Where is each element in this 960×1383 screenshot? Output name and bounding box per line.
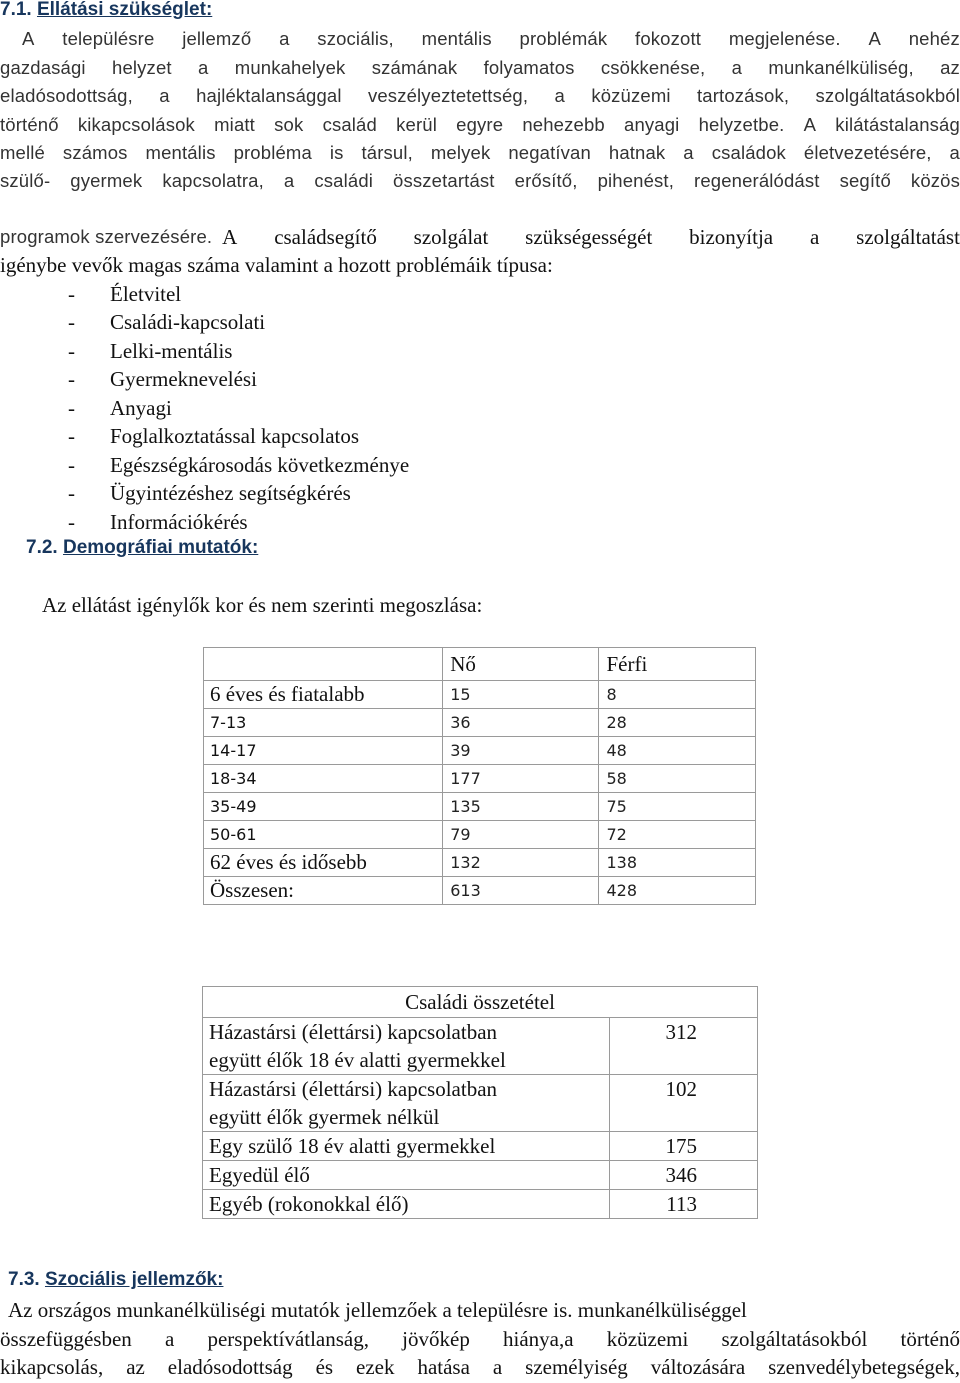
paragraph-line [0, 111, 960, 139]
cell-ferfi: 72 [599, 821, 756, 849]
row-label [203, 1161, 610, 1190]
cell-no: 79 [443, 821, 599, 849]
cell-no: 15 [443, 681, 599, 709]
paragraph-line [22, 25, 960, 53]
word: jövőkép [402, 1327, 470, 1351]
row-label: 62 éves és idősebb [204, 849, 443, 877]
row-label: Összesen: [204, 877, 443, 905]
word: hajléktalansággal [196, 85, 342, 106]
list-item-label: Egészségkárosodás következménye [110, 452, 410, 477]
list-item [68, 337, 232, 365]
word: mellé [0, 142, 45, 163]
word: folyamatos [483, 57, 575, 78]
word: is [329, 142, 344, 163]
word: eladósodottság [167, 1355, 293, 1379]
word: számos [62, 142, 128, 163]
word: ezek [356, 1355, 395, 1379]
column-header [204, 648, 443, 681]
paragraph-line [0, 1353, 960, 1381]
row-value: 113 [610, 1190, 758, 1219]
column-header: Nő [443, 648, 599, 681]
row-value: 312 [610, 1018, 758, 1075]
section-title: Szociális jellemzők: [44, 1269, 224, 1290]
word: eladósodottság, [0, 85, 133, 106]
cell-no: 36 [443, 709, 599, 737]
row-label: 18-34 [204, 765, 443, 793]
word: szenvedélybetegségek, [768, 1355, 960, 1379]
cell-ferfi: 8 [599, 681, 756, 709]
word: problémák [519, 28, 608, 49]
row-label: 14-17 [204, 737, 443, 765]
word: segítő [839, 170, 891, 191]
word: bizonyítja [689, 225, 774, 249]
paragraph-text-sans: programok szervezésére. [0, 226, 213, 247]
word: A [803, 114, 817, 135]
word: az [940, 57, 960, 78]
word: a [164, 1327, 175, 1351]
word: A [868, 28, 881, 49]
cell-no: 39 [443, 737, 599, 765]
row-label: 35-49 [204, 793, 443, 821]
word: személyiség [525, 1355, 628, 1379]
paragraph-line-mixed [0, 223, 960, 251]
paragraph-text-serif [222, 223, 960, 251]
table-row [204, 793, 756, 821]
row-label [203, 1132, 610, 1161]
word: melyek [430, 142, 491, 163]
table-row [203, 1132, 758, 1161]
word: egyre [456, 114, 504, 135]
section-title: Demográfiai mutatók: [62, 537, 259, 558]
word: szociális, [317, 28, 394, 49]
cell-ferfi: 28 [599, 709, 756, 737]
age-gender-table [203, 647, 756, 905]
word: az [126, 1355, 145, 1379]
word: gyermek [70, 170, 143, 191]
word: a [198, 57, 209, 78]
paragraph-line [0, 167, 960, 195]
paragraph-line [0, 1325, 960, 1353]
row-label-line: Egyedül élő [209, 1163, 310, 1187]
word: tartozások, [697, 85, 790, 106]
list-marker: - [68, 424, 75, 448]
section-heading-7-1 [0, 0, 212, 21]
word: probléma [233, 142, 312, 163]
word: történő [0, 114, 59, 135]
list-item-label: Családi-kapcsolati [110, 310, 266, 334]
word: jellemző [182, 28, 252, 49]
list-item [68, 308, 265, 336]
word: mentális [145, 142, 216, 163]
cell-no: 177 [443, 765, 599, 793]
table-caption: Az ellátást igénylők kor és nem szerinti megoszlása: [42, 593, 483, 617]
column-header: Férfi [599, 648, 756, 681]
list-marker: - [68, 452, 75, 477]
table-row [204, 765, 756, 793]
row-value: 102 [610, 1075, 758, 1132]
word: veszélyeztetettség, [367, 85, 529, 106]
word: nehezebb [522, 114, 605, 135]
word: anyagi [624, 114, 680, 135]
word: családi [314, 170, 374, 191]
row-label: 50-61 [204, 821, 443, 849]
section-title: Ellátási szükséglet: [36, 0, 213, 20]
word: kerül [396, 114, 437, 135]
word: pihenést, [597, 170, 674, 191]
row-label-line: együtt élők gyermek nélkül [209, 1105, 440, 1129]
word: összetartást [393, 170, 495, 191]
word: munkanélküliség, [768, 57, 914, 78]
paragraph-line-last: igénybe vevők magas száma valamint a hozott problémáik típusa: [0, 253, 553, 277]
word: A [222, 225, 238, 249]
table-header-row [203, 987, 758, 1018]
word: közüzemi [606, 1327, 689, 1351]
list-item [68, 508, 248, 536]
word: életvezetésére, [803, 142, 932, 163]
list-item [68, 479, 351, 507]
family-composition-table [202, 986, 758, 1219]
word: szolgáltatást [856, 225, 960, 249]
word: településre [62, 28, 155, 49]
list-marker: - [68, 367, 75, 391]
word: miatt [214, 114, 255, 135]
row-label-line: Egy szülő 18 év alatti gyermekkel [209, 1134, 496, 1158]
word: nehéz [908, 28, 960, 49]
section-number: 7.1. [0, 0, 32, 20]
word: fokozott [635, 28, 702, 49]
word: a [683, 142, 694, 163]
word: szükségességét [525, 225, 653, 249]
word: és [315, 1355, 334, 1379]
row-label [203, 1018, 610, 1075]
cell-ferfi: 428 [599, 877, 756, 905]
word: sok [274, 114, 304, 135]
word: helyzetbe. [698, 114, 785, 135]
row-label-line: együtt élők 18 év alatti gyermekkel [209, 1048, 506, 1072]
word: erősítő, [514, 170, 578, 191]
list-item [68, 280, 181, 308]
list-marker: - [68, 395, 75, 420]
row-value: 175 [610, 1132, 758, 1161]
section-heading-7-3 [8, 1269, 223, 1291]
word: a [279, 28, 290, 49]
word: a [554, 85, 565, 106]
word: közös [910, 170, 960, 191]
word: regenerálódást [694, 170, 820, 191]
word: társul, [361, 142, 413, 163]
row-label-line: Egyéb (rokonokkal élő) [209, 1192, 409, 1216]
table-row [204, 877, 756, 905]
list-marker: - [68, 481, 75, 505]
list-item-label: Foglalkoztatással kapcsolatos [110, 424, 360, 448]
list-item-label: Információkérés [110, 509, 248, 534]
row-label [203, 1190, 610, 1219]
word: számának [371, 57, 458, 78]
word: negatívan [508, 142, 591, 163]
paragraph-line [0, 139, 960, 167]
section-number: 7.3. [8, 1269, 40, 1290]
cell-no: 135 [443, 793, 599, 821]
table-row [204, 737, 756, 765]
list-item [68, 422, 359, 450]
list-item-label: Ügyintézéshez segítségkérés [110, 481, 351, 505]
word: hatása [417, 1355, 470, 1379]
word: családok [711, 142, 786, 163]
row-label [203, 1075, 610, 1132]
list-item [68, 394, 172, 422]
table-row [204, 681, 756, 709]
section-number: 7.2. [26, 537, 58, 558]
word: A [22, 28, 35, 49]
cell-ferfi: 58 [599, 765, 756, 793]
list-marker: - [68, 281, 75, 306]
paragraph-line [0, 82, 960, 110]
word: szolgáltatásokból [721, 1327, 868, 1351]
word: szolgálat [413, 225, 489, 249]
list-item-label: Gyermeknevelési [110, 367, 257, 391]
cell-ferfi: 138 [599, 849, 756, 877]
word: családsegítő [274, 225, 377, 249]
table-row [204, 821, 756, 849]
word: változására [650, 1355, 746, 1379]
word: család [322, 114, 377, 135]
word: gazdasági [0, 57, 86, 78]
word: a [731, 57, 743, 78]
list-item [68, 451, 409, 479]
word: munkahelyek [234, 57, 346, 78]
table-row [203, 1075, 758, 1132]
list-item-label: Életvitel [110, 281, 182, 306]
word: a [159, 85, 170, 106]
row-value: 346 [610, 1161, 758, 1190]
list-marker: - [68, 509, 75, 534]
cell-no: 613 [443, 877, 599, 905]
cell-ferfi: 48 [599, 737, 756, 765]
table-row [204, 709, 756, 737]
cell-no: 132 [443, 849, 599, 877]
table-title: Családi összetétel [203, 987, 758, 1018]
word: helyzet [112, 57, 172, 78]
word: szülő- [0, 170, 51, 191]
row-label: 7-13 [204, 709, 443, 737]
table-row [203, 1018, 758, 1075]
word: közüzemi [591, 85, 671, 106]
row-label: 6 éves és fiatalabb [204, 681, 443, 709]
word: perspektívátlanság, [207, 1327, 369, 1351]
list-item-label: Lelki-mentális [110, 338, 233, 363]
paragraph-line: Az országos munkanélküliségi mutatók jellemzőek a településre is. munkanélküliséggel [8, 1298, 747, 1322]
list-item-label: Anyagi [110, 395, 172, 420]
row-label-line: Házastársi (élettársi) kapcsolatban [209, 1020, 498, 1044]
word: csökkenése, [600, 57, 706, 78]
list-marker: - [68, 310, 75, 334]
word: hatnak [608, 142, 666, 163]
word: kikapcsolás, [0, 1355, 104, 1379]
word: a [809, 225, 820, 249]
word: mentális [421, 28, 492, 49]
word: a [949, 142, 960, 163]
row-label-line: Házastársi (élettársi) kapcsolatban [209, 1077, 498, 1101]
cell-ferfi: 75 [599, 793, 756, 821]
paragraph-line [0, 54, 960, 82]
list-marker: - [68, 338, 75, 363]
section-heading-7-2 [26, 537, 258, 559]
list-item [68, 365, 257, 393]
word: szolgáltatásokból [815, 85, 960, 106]
table-header-row [204, 648, 756, 681]
word: kikapcsolások [77, 114, 195, 135]
word: történő [900, 1327, 960, 1351]
word: hiánya,a [503, 1327, 574, 1351]
word: megjelenése. [728, 28, 841, 49]
table-row [204, 849, 756, 877]
word: kapcsolatra, [162, 170, 264, 191]
word: a [492, 1355, 503, 1379]
word: a [283, 170, 295, 191]
table-row [203, 1161, 758, 1190]
word: kilátástalanság [835, 114, 960, 135]
table-row [203, 1190, 758, 1219]
word: összefüggésben [0, 1327, 132, 1351]
